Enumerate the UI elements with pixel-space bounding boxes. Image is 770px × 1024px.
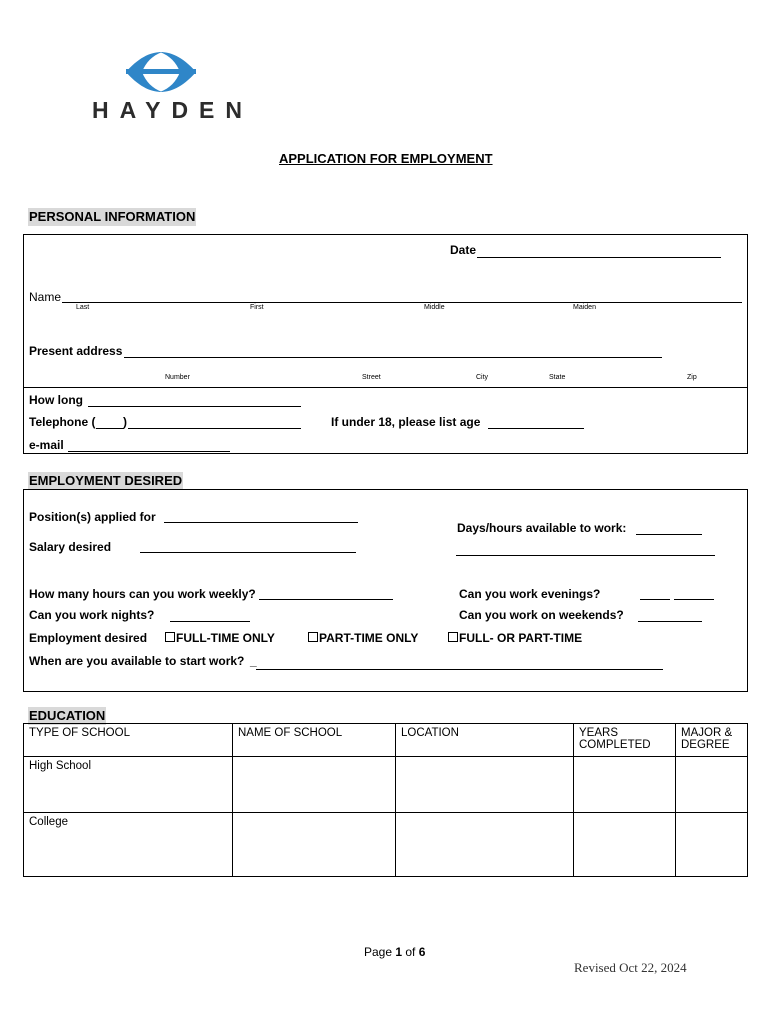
days-hours-field-2[interactable] <box>456 555 715 556</box>
page-title: APPLICATION FOR EMPLOYMENT <box>279 151 493 166</box>
hours-weekly-label: How many hours can you work weekly? <box>29 587 256 601</box>
page-prefix: Page <box>364 945 396 959</box>
col-major-degree: MAJOR & DEGREE <box>676 724 748 757</box>
date-label: Date <box>450 243 477 257</box>
either-checkbox[interactable] <box>448 632 458 642</box>
hs-major-cell[interactable] <box>676 757 748 813</box>
education-header-row <box>24 724 748 757</box>
logo-wordmark: HAYDEN <box>92 97 254 123</box>
hs-years-cell[interactable] <box>574 757 676 813</box>
hs-name-cell[interactable] <box>233 757 396 813</box>
employment-heading: EMPLOYMENT DESIRED <box>29 473 183 488</box>
positions-field[interactable] <box>164 522 358 523</box>
fulltime-label: FULL-TIME ONLY <box>176 631 275 645</box>
hours-weekly-field[interactable] <box>259 599 393 600</box>
college-years-cell[interactable] <box>574 813 676 877</box>
education-row-college <box>24 813 748 877</box>
college-location-cell[interactable] <box>396 813 574 877</box>
evenings-yes-field[interactable] <box>640 599 670 600</box>
name-sub-first: First <box>250 304 264 311</box>
positions-label: Position(s) applied for <box>29 510 156 524</box>
salary-field[interactable] <box>140 552 356 553</box>
days-hours-label: Days/hours available to work: <box>457 521 627 535</box>
col-years-completed: YEARS COMPLETED <box>574 724 676 757</box>
days-hours-field[interactable] <box>636 534 702 535</box>
college-major-cell[interactable] <box>676 813 748 877</box>
page-total: 6 <box>418 945 426 959</box>
col-name-of-school: NAME OF SCHOOL <box>233 724 396 757</box>
under18-field[interactable] <box>488 428 584 429</box>
parttime-label: PART-TIME ONLY <box>319 631 419 645</box>
either-label: FULL- OR PART-TIME <box>459 631 583 645</box>
row-label-college: College <box>24 813 233 877</box>
how-long-label: How long <box>29 393 83 407</box>
salary-label: Salary desired <box>29 540 112 554</box>
company-logo <box>90 50 254 125</box>
college-name-cell[interactable] <box>233 813 396 877</box>
name-sub-middle: Middle <box>424 304 445 311</box>
hs-location-cell[interactable] <box>396 757 574 813</box>
address-sub-street: Street <box>362 374 381 381</box>
col-location: LOCATION <box>396 724 574 757</box>
page-of: of <box>402 945 419 959</box>
address-field[interactable] <box>124 357 662 358</box>
nights-field[interactable] <box>170 621 250 622</box>
telephone-close: ) <box>123 415 127 429</box>
date-field[interactable] <box>477 257 721 258</box>
row-label-high-school: High School <box>24 757 233 813</box>
fulltime-checkbox[interactable] <box>165 632 175 642</box>
nights-label: Can you work nights? <box>29 608 155 622</box>
sep-line <box>23 387 748 388</box>
hayden-logo-icon <box>90 50 240 95</box>
education-heading: EDUCATION <box>29 708 106 723</box>
under18-label: If under 18, please list age <box>331 415 481 429</box>
address-sub-state: State <box>549 374 566 381</box>
page-number <box>364 945 425 959</box>
start-field[interactable] <box>256 669 663 670</box>
start-suffix: _ <box>250 654 257 668</box>
employment-desired-label: Employment desired <box>29 631 148 645</box>
weekends-field[interactable] <box>638 621 702 622</box>
name-sub-maiden: Maiden <box>573 304 596 311</box>
education-table <box>23 723 748 877</box>
weekends-label: Can you work on weekends? <box>459 608 624 622</box>
education-row-high-school <box>24 757 748 813</box>
revised-date: Revised Oct 22, 2024 <box>574 960 687 975</box>
name-sub-last: Last <box>76 304 90 311</box>
start-label: When are you available to start work? <box>29 654 245 668</box>
evenings-no-field[interactable] <box>674 599 714 600</box>
name-field[interactable] <box>62 302 742 303</box>
page-current: 1 <box>395 945 403 959</box>
telephone-area-field[interactable] <box>96 428 124 429</box>
address-sub-city: City <box>476 374 489 381</box>
telephone-field[interactable] <box>128 428 301 429</box>
name-label: Name <box>29 290 62 304</box>
telephone-label: Telephone ( <box>29 415 96 429</box>
personal-heading: PERSONAL INFORMATION <box>29 209 196 224</box>
evenings-label: Can you work evenings? <box>459 587 601 601</box>
email-label: e-mail <box>29 438 64 452</box>
email-field[interactable] <box>68 451 230 452</box>
address-sub-number: Number <box>165 374 190 381</box>
address-label: Present address <box>29 344 123 358</box>
how-long-field[interactable] <box>88 406 301 407</box>
address-sub-zip: Zip <box>687 374 697 381</box>
col-type-of-school: TYPE OF SCHOOL <box>24 724 233 757</box>
parttime-checkbox[interactable] <box>308 632 318 642</box>
